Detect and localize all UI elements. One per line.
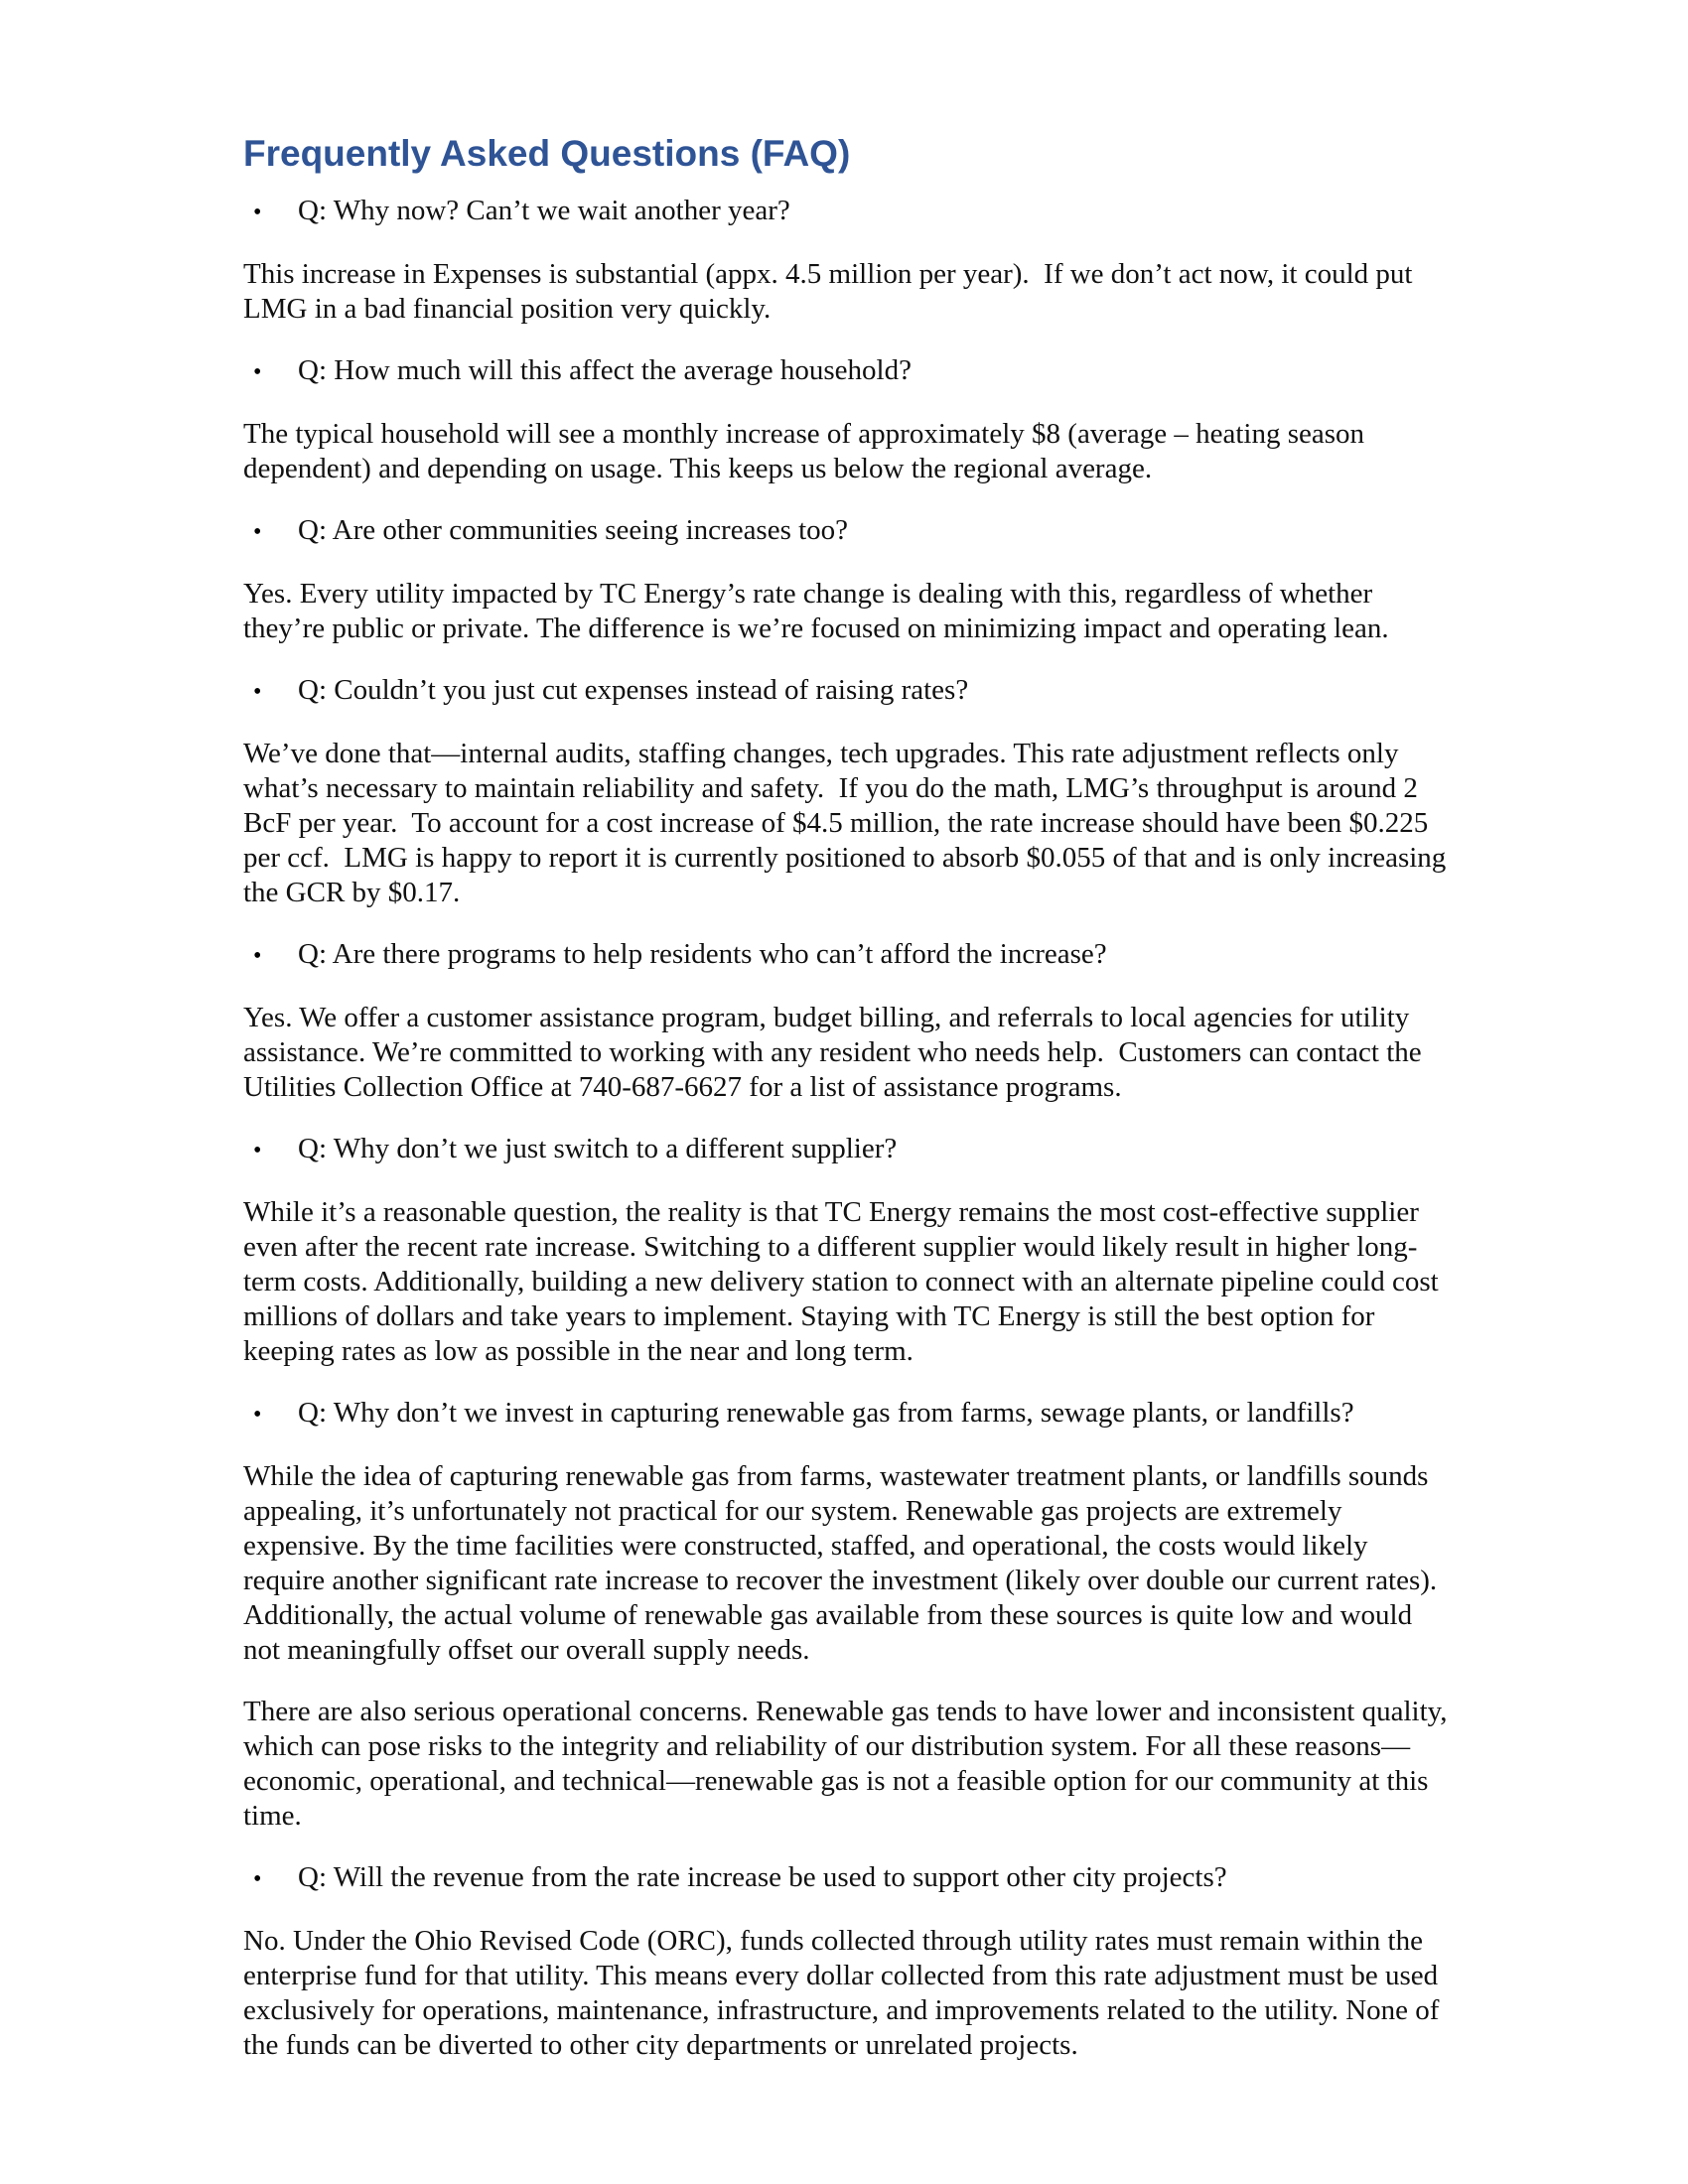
- faq-question: Q: Why now? Can’t we wait another year?: [298, 195, 790, 226]
- faq-question: Q: Are there programs to help residents who can’t afford the increase?: [298, 938, 1107, 970]
- bullet-icon: •: [253, 943, 262, 969]
- faq-question: Q: Are other communities seeing increases too?: [298, 514, 849, 546]
- faq-question-line: [243, 513, 1451, 550]
- faq-question-line: [243, 1860, 1451, 1897]
- faq-answer: No. Under the Ohio Revised Code (ORC), funds collected through utility rates must remain within the enterprise fund for that utility. This means every dollar collected from this rate adjustment must be used exclusively for operations, maintenance, infrastructure, and improvements related to the utility. None of the funds can be diverted to other city departments or unrelated projects.: [243, 1925, 1447, 2061]
- bullet-icon: •: [253, 679, 262, 705]
- faq-answer: Yes. Every utility impacted by TC Energy’s rate change is dealing with this, regardless of whether they’re public or private. The difference is we’re focused on minimizing impact and operating lean.: [243, 578, 1389, 644]
- faq-answer: Yes. We offer a customer assistance program, budget billing, and referrals to local agencies for utility assistance. We’re committed to working with any resident who needs help. Customers can contact the Utilities Collection Office at 740-687-6627 for a list of assistance programs.: [243, 1002, 1429, 1103]
- faq-answer: We’ve done that—internal audits, staffing changes, tech upgrades. This rate adjustment reflects only what’s necessary to maintain reliability and safety. If you do the math, LMG’s throughput is around 2 BcF per year. To account for a cost increase of $4.5 million, the rate increase should have been $0.225 per ccf. LMG is happy to report it is currently positioned to absorb $0.055 of that and is only increasing the GCR by $0.17.: [243, 738, 1454, 908]
- document-content: [243, 132, 1455, 2090]
- faq-answer: There are also serious operational concerns. Renewable gas tends to have lower and inconsistent quality, which can pose risks to the integrity and reliability of our distribution system. For all these reasons—economic, operational, and technical—renewable gas is not a feasible option for our community at this time.: [243, 1696, 1455, 1832]
- bullet-icon: •: [253, 1866, 262, 1892]
- bullet-icon: •: [253, 1138, 262, 1163]
- faq-question: Q: Will the revenue from the rate increase be used to support other city projects?: [298, 1861, 1227, 1893]
- bullet-icon: •: [253, 200, 262, 225]
- faq-question: Q: Why don’t we invest in capturing renewable gas from farms, sewage plants, or landfills?: [298, 1397, 1354, 1429]
- faq-question: Q: Couldn’t you just cut expenses instead of raising rates?: [298, 674, 969, 706]
- faq-question-line: [243, 673, 1451, 710]
- faq-question-line: [243, 353, 1451, 390]
- faq-question: Q: Why don’t we just switch to a different supplier?: [298, 1133, 898, 1164]
- faq-question-line: [243, 1396, 1451, 1433]
- page-title: Frequently Asked Questions (FAQ): [243, 133, 851, 174]
- faq-question: Q: How much will this affect the average household?: [298, 354, 912, 386]
- faq-answer: While the idea of capturing renewable gas from farms, wastewater treatment plants, or landfills sounds appealing, it’s unfortunately not practical for our system. Renewable gas projects are extremely expensive. By the time facilities were constructed, staffed, and operational, the costs would likely require another significant rate increase to recover the investment (likely over double our current rates). Additionally, the actual volume of renewable gas available from these sources is quite low and would not meaningfully offset our overall supply needs.: [243, 1460, 1443, 1666]
- faq-answer: The typical household will see a monthly increase of approximately $8 (average – heating season dependent) and depending on usage. This keeps us below the regional average.: [243, 418, 1372, 484]
- faq-question-line: [243, 937, 1451, 974]
- faq-answer: This increase in Expenses is substantial (appx. 4.5 million per year). If we don’t act now, it could put LMG in a bad financial position very quickly.: [243, 258, 1420, 325]
- bullet-icon: •: [253, 359, 262, 385]
- faq-question-line: [243, 1132, 1451, 1168]
- bullet-icon: •: [253, 1402, 262, 1428]
- bullet-icon: •: [253, 519, 262, 545]
- faq-question-line: [243, 194, 1451, 230]
- faq-answer: While it’s a reasonable question, the reality is that TC Energy remains the most cost-effective supplier even after the recent rate increase. Switching to a different supplier would likely result in higher long-term costs. Additionally, building a new delivery station to connect with an alternate pipeline could cost millions of dollars and take years to implement. Staying with TC Energy is still the best option for keeping rates as low as possible in the near and long term.: [243, 1196, 1446, 1367]
